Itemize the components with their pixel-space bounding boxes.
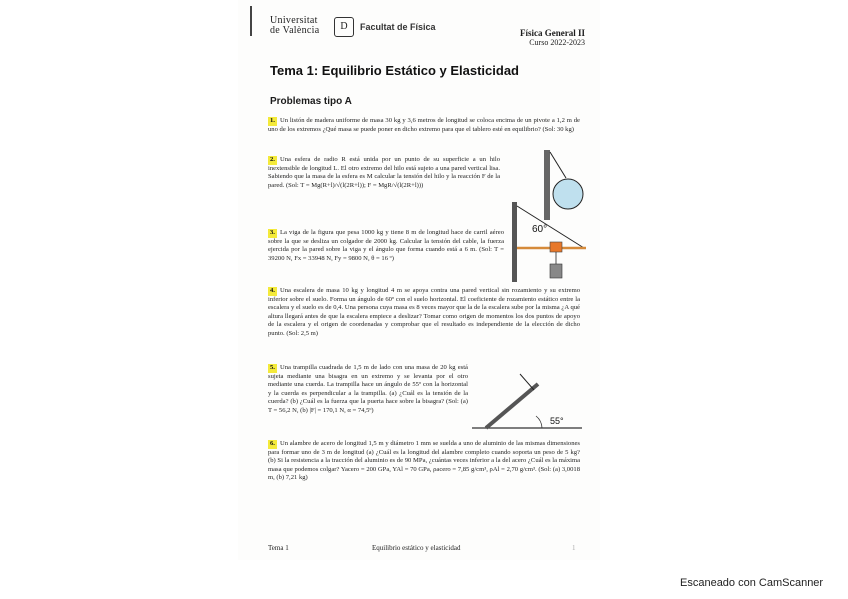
course-name: Física General II — [520, 28, 585, 38]
problem-number: 4. — [270, 287, 275, 294]
problem-3 — [268, 229, 504, 263]
university-name-line1: Universitat — [270, 15, 318, 26]
problem-text: Un listón de madera uniforme de masa 30 kg y 3,6 metros de longitud se coloca encima de un pivote a 1,2 m de uno de los extremos ¿Qué masa se puede poner en dicho extremo para que el tablero esté en equilibrio? (Sol: 30 kg) — [268, 117, 580, 133]
problem-text: La viga de la figura que pesa 1000 kg y tiene 8 m de longitud hace de carril aéreo sobre la que se desliza un colgador de 2000 kg. Calcular la tensión del cable, la fuerza ejercida por la pared sobre la viga y el ángulo que forma cuando está a 6 m. (Sol: T = 39200 N, Fx = 33948 N, Fy = 9800 N, θ = 16 º) — [268, 229, 504, 262]
university-logo-icon: D — [334, 17, 354, 37]
problem-5 — [268, 364, 468, 416]
section-heading: Problemas tipo A — [270, 96, 352, 107]
camscanner-watermark: Escaneado con CamScanner — [680, 577, 824, 589]
problem-text: Una trampilla cuadrada de 1,5 m de lado con una masa de 20 kg está sujeta mediante una bisagra en un extremo y se levanta por el otro mediante una cuerda. La trampilla hace un ángulo de 55º con la horizontal y la cuerda es perpendicular a la trampilla. (a) ¿Cuál es la tensión de la cuerda? (b) ¿Cuál es la fuerza que la puerta hace sobre la bisagra? (Sol: (a) T = 56,2 N, (b) |F| = 170,1 N, α = 74,5º) — [268, 364, 468, 414]
footer-page-number: 1 — [572, 544, 576, 552]
problem-2 — [268, 156, 500, 190]
problem-number: 3. — [270, 229, 275, 236]
fig3-angle-label: 60° — [532, 224, 548, 235]
problem-4 — [268, 287, 580, 339]
university-name-line2: de València — [270, 25, 320, 36]
problem-1 — [268, 117, 580, 134]
course-info — [520, 28, 585, 48]
page-binding-mark — [250, 6, 258, 36]
faculty-name: Facultat de Física — [360, 22, 436, 32]
university-logo-text — [270, 16, 319, 36]
problem-6 — [268, 440, 580, 483]
page-title: Tema 1: Equilibrio Estático y Elasticidad — [270, 63, 519, 78]
problem-number: 5. — [270, 364, 275, 371]
fig5-angle-label: 55° — [550, 416, 564, 426]
trapdoor-figure — [472, 370, 584, 432]
problem-number: 1. — [270, 117, 275, 124]
problem-text: Un alambre de acero de longitud 1,5 m y diámetro 1 mm se suelda a uno de aluminio de las mismas dimensiones para formar uno de 3 m de longitud (a) ¿Cuál es la longitud del alambre completo cuando soporta un peso de 5 kg? (b) Si la resistencia a la tracción del aluminio es de 90 MPa, ¿cuántas veces inferior a la del acero ¿Cuál es la máxima masa que podemos colgar? Yacero = 200 GPa, YAl = 70 GPa, ρacero = 7,85 g/cm³, ρAl = 2,70 g/cm³. (Sol: (a) 3,0018 m, (b) 7,21 kg) — [268, 440, 580, 482]
footer-center: Equilibrio estático y elasticidad — [372, 544, 461, 552]
course-year: Curso 2022-2023 — [529, 38, 585, 47]
beam-cable-figure — [512, 202, 592, 287]
problem-text: Una esfera de radio R está unida por un punto de su superficie a un hilo inextensible de longitud L. El otro extremo del hilo está sujeto a una pared vertical lisa. Sabiendo que la masa de la esfera es M calcular la tensión del hilo y la reacción F de la pared. (Sol: T = Mg(R+l)/√(l(2R+l)); F = MgR/√(l(2R+l))) — [268, 156, 500, 189]
problem-number: 6. — [270, 440, 275, 447]
problem-text: Una escalera de masa 10 kg y longitud 4 m se apoya contra una pared vertical sin rozamiento y su extremo inferior sobre el suelo. Forma un ángulo de 60º con el suelo horizontal. El coeficiente de rozamiento estático entre la escalera y el suelo es de 0,4. Una persona cuya masa es 8 veces mayor que la de la escalera sube por la misma ¿A qué altura llegará antes de que la escalera empiece a deslizar? Tomar como origen de momentos los dos puntos de apoyo de la escalera y el origen de coordenadas y comprobar que el resultado es independiente de la elección de dicho punto. (Sol: 2,5 m) — [268, 287, 580, 337]
footer-left: Tema 1 — [268, 544, 289, 552]
problem-number: 2. — [270, 156, 275, 163]
